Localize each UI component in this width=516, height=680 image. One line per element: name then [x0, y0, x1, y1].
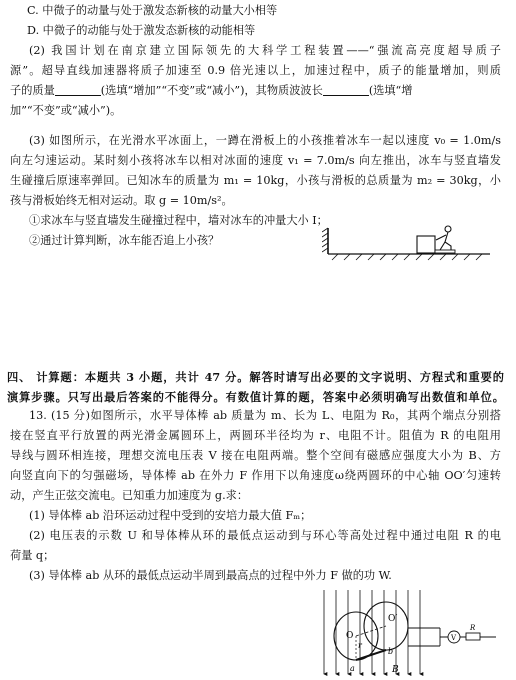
- q2-line-2: 源”。超导直线加速器将质子加速至 0.9 倍光速以上，加速过程中，质子的能量增加，则质: [10, 64, 501, 77]
- ice-sled-figure: [322, 220, 492, 262]
- q13-subquestion-1: (1) 导体棒 ab 沿环运动过程中受到的安培力最大值 Fₘ；: [29, 509, 312, 522]
- magnetic-field-lines: [324, 590, 420, 674]
- q3-line-2: 向左匀速运动。某时刻小孩将冰车以相对冰面的速度 v₁ = 7.0m/s 向左推出，冰车与竖直墙发: [10, 154, 501, 167]
- label-resistor: R: [470, 624, 476, 632]
- q2-line-3: [10, 82, 505, 100]
- rod-ab: [356, 650, 386, 660]
- q2-line-3-part-2: (选填“增加”“不变”或“减小”)，其物质波波长: [100, 84, 323, 97]
- label-b-field: B: [392, 665, 399, 675]
- q13-subquestion-2-cont: 荷量 q；: [10, 549, 55, 562]
- label-a-end: a: [350, 664, 355, 673]
- q13-subquestion-2: (2) 电压表的示数 U 和导体棒从环的最低点运动到与环心等高处过程中通过电阻 R 的电: [29, 529, 501, 542]
- axis-oo-prime: [356, 626, 386, 636]
- q2-line-1: (2) 我国计划在南京建立国际领先的大科学工程装置——“强流高亮度超导质子: [29, 44, 501, 57]
- label-voltmeter: V: [451, 634, 457, 642]
- label-o: O: [346, 631, 354, 641]
- q2-line-3-part-3: (选填“增: [368, 84, 413, 97]
- child-figure: [436, 226, 451, 250]
- q13-line-1: 13. (15 分)如图所示，水平导体棒 ab 质量为 m、长为 L、电阻为 R₀，其两个端点分别搭: [29, 409, 501, 422]
- rings-magnetic-field-figure: [320, 588, 500, 680]
- q2-line-4: 加”“不变”或“减小”)。: [10, 104, 122, 117]
- q13-line-3: 导线与圆环相连接，理想交流电压表 V 接在电阻两端。整个空间有磁感应强度大小为 B、方: [10, 449, 501, 462]
- q13-line-2: 接在竖直平行放置的两光滑金属圆环上，两圆环半径均为 r、电阻不计。阻值为 R 的电阻用: [10, 429, 501, 442]
- q13-line-4: 向竖直向下的匀强磁场，导体棒 ab 在外力 F 作用下以角速度ω绕两圆环的中心轴 OO′匀速转: [10, 469, 501, 482]
- resistor-icon: [466, 633, 480, 640]
- option-c: C. 中微子的动量与处于激发态新核的动量大小相等: [27, 4, 278, 17]
- q3-line-4: 孩与滑板始终无相对运动。取 g = 10m/s²。: [10, 194, 233, 207]
- q13-line-5: 动，产生正弦交流电。已知重力加速度为 g.求：: [10, 489, 249, 502]
- label-b-end: b: [388, 647, 394, 656]
- option-d: D. 中微子的动能与处于激发态新核的动能相等: [27, 24, 256, 37]
- label-o-prime: O′: [388, 614, 398, 624]
- q3-line-3: 生碰撞后原速率弹回。已知冰车的质量为 m₁ = 10kg，小孩与滑板的总质量为 m₂ = 30kg，小: [10, 174, 501, 187]
- ice-sled-block: [417, 236, 435, 253]
- ground-hatching: [332, 254, 482, 260]
- q2-answer-blank-1[interactable]: [55, 83, 101, 96]
- section-4-heading-line-2: 演算步骤。只写出最后答案的不能得分。有数值计算的题，答案中必须明确写出数值和单位。: [7, 390, 504, 404]
- q3-line-1: (3) 如图所示，在光滑水平冰面上，一蹲在滑板上的小孩推着冰车一起以速度 v₀ = 1.0m/s: [29, 134, 501, 147]
- q2-line-3-part-1: 子的质量: [10, 84, 55, 97]
- q13-subquestion-3: (3) 导体棒 ab 从环的最低点运动半周到最高点的过程中外力 F 做的功 W.: [29, 569, 392, 582]
- q3-subquestion-1: ①求冰车与竖直墙发生碰撞过程中，墙对冰车的冲量大小 I；: [29, 214, 328, 227]
- wall-hatching: [322, 228, 328, 252]
- label-r: r: [358, 641, 362, 650]
- q2-answer-blank-2[interactable]: [323, 83, 369, 96]
- skateboard: [435, 250, 455, 253]
- section-4-heading-line-1: 四、 计算题：本题共 3 小题，共计 47 分。解答时请写出必要的文字说明、方程式和重要的: [7, 370, 504, 384]
- q3-subquestion-2: ②通过计算判断，冰车能否追上小孩？: [29, 234, 220, 247]
